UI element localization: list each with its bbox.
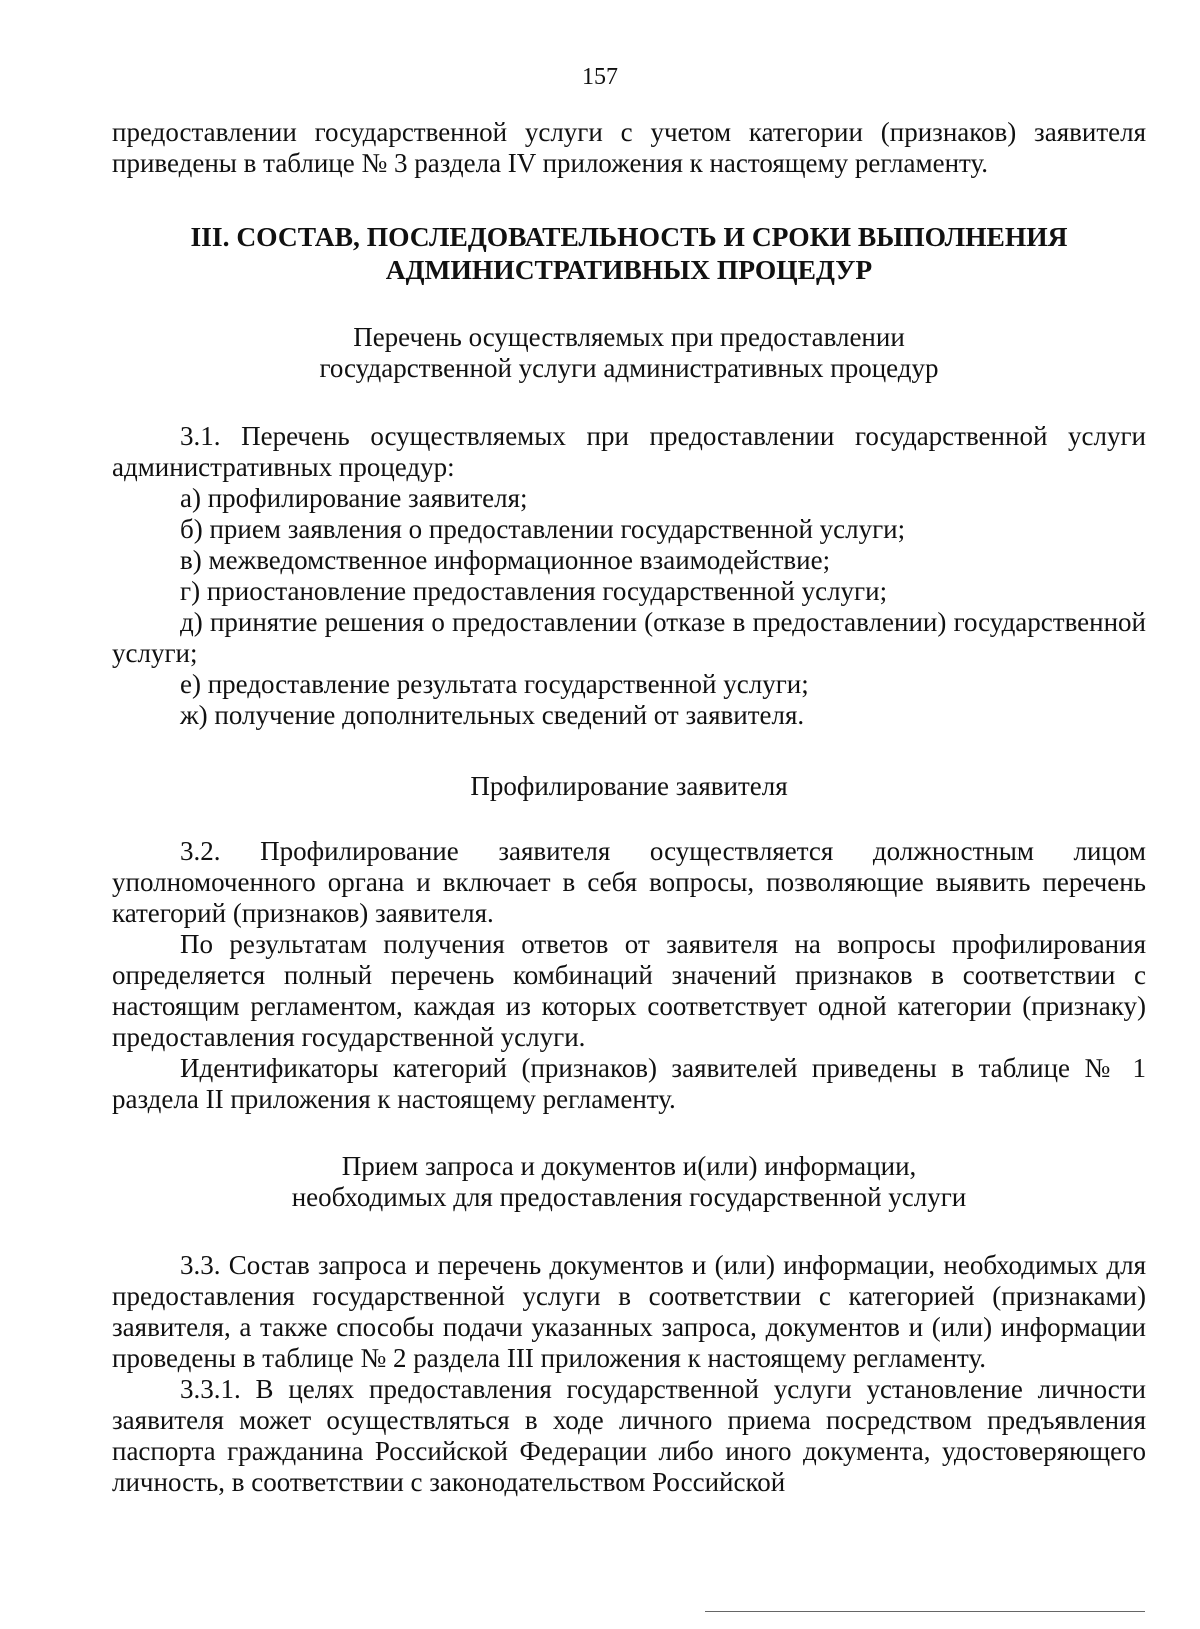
paragraph-3-2-results: По результатам получения ответов от заявителя на вопросы профилирования определяется полный перечень комбинаций значений признаков в соответствии с настоящим регламентом, каждая из которых соответствует одной категории (признаку) предоставления государственной услуги.	[112, 929, 1146, 1052]
scan-edge-line	[705, 1611, 1145, 1612]
page-number: 157	[582, 64, 618, 90]
subheading-procedures-line1: Перечень осуществляемых при предоставлении	[353, 322, 905, 352]
subheading-procedures-line2: государственной услуги административных процедур	[319, 353, 939, 383]
paragraph-3-2-identifiers: Идентификаторы категорий (признаков) заявителей приведены в таблице № 1 раздела II приложения к настоящему регламенту.	[112, 1053, 1146, 1114]
page-content	[112, 117, 1146, 1498]
intro-paragraph: предоставлении государственной услуги с учетом категории (признаков) заявителя приведены в таблице № 3 раздела IV приложения к настоящему регламенту.	[112, 117, 1146, 178]
section-heading-line2: АДМИНИСТРАТИВНЫХ ПРОЦЕДУР	[385, 254, 873, 285]
subheading-procedures-list	[112, 322, 1146, 384]
section-heading	[112, 220, 1146, 286]
list-item-e: е) предоставление результата государственной услуги;	[180, 669, 809, 699]
section-heading-line1: III. СОСТАВ, ПОСЛЕДОВАТЕЛЬНОСТЬ И СРОКИ ВЫПОЛНЕНИЯ	[190, 221, 1068, 252]
subheading-request-intake	[112, 1151, 1146, 1213]
list-item-a: а) профилирование заявителя;	[180, 483, 528, 513]
list-item-v: в) межведомственное информационное взаимодействие;	[180, 545, 831, 575]
list-item-g: г) приостановление предоставления государственной услуги;	[180, 576, 888, 606]
paragraph-3-1: 3.1. Перечень осуществляемых при предоставлении государственной услуги административных процедур:	[112, 421, 1146, 482]
subheading-request-line2: необходимых для предоставления государственной услуги	[291, 1182, 967, 1212]
paragraph-3-3-1: 3.3.1. В целях предоставления государственной услуги установление личности заявителя может осуществляться в ходе личного приема посредством предъявления паспорта гражданина Российской Федерации либо иного документа, удостоверяющего личность, в соответствии с законодательством Российской	[112, 1374, 1146, 1497]
paragraph-3-3: 3.3. Состав запроса и перечень документов и (или) информации, необходимых для предоставления государственной услуги в соответствии с категорией (признаками) заявителя, а также способы подачи указанных запроса, документов и (или) информации проведены в таблице № 2 раздела III приложения к настоящему регламенту.	[112, 1250, 1146, 1373]
list-item-d: д) принятие решения о предоставлении (отказе в предоставлении) государственной услуги;	[112, 607, 1146, 668]
subheading-profiling: Профилирование заявителя	[470, 771, 788, 801]
list-item-zh: ж) получение дополнительных сведений от заявителя.	[180, 700, 805, 730]
paragraph-3-2: 3.2. Профилирование заявителя осуществляется должностным лицом уполномоченного органа и включает в себя вопросы, позволяющие выявить перечень категорий (признаков) заявителя.	[112, 836, 1146, 928]
subheading-request-line1: Прием запроса и документов и(или) информации,	[341, 1151, 917, 1181]
list-item-b: б) прием заявления о предоставлении государственной услуги;	[180, 514, 906, 544]
